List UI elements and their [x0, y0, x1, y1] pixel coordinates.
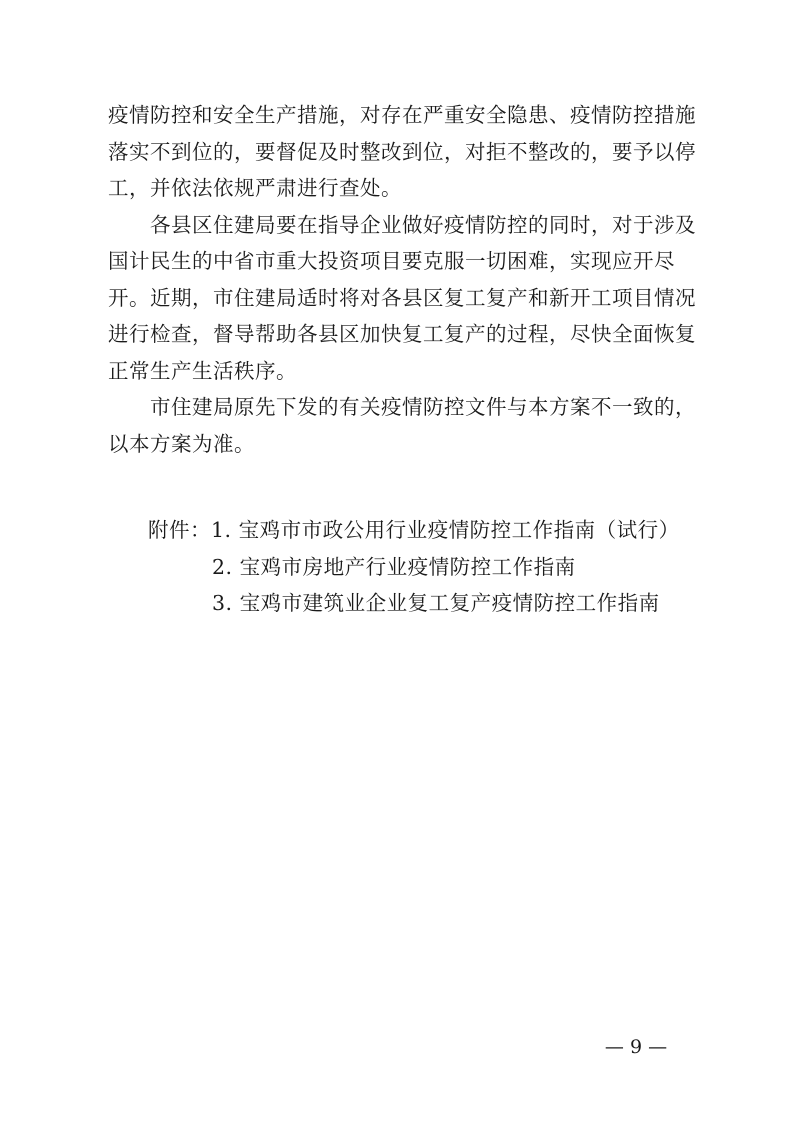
- attachment-item-1: [148, 512, 680, 549]
- text-line: 疫情防控和安全生产措施，对存在严重安全隐患、疫情防控措施: [108, 103, 696, 127]
- attachment-item-2: [148, 549, 680, 586]
- attachment-title: 3. 宝鸡市建筑业企业复工复产疫情防控工作指南: [212, 591, 660, 615]
- text-line: 正常生产生活秩序。: [108, 358, 297, 383]
- attachments-list: [148, 512, 680, 622]
- paragraph-3: [108, 389, 696, 462]
- text-line: 落实不到位的，要督促及时整改到位，对拒不整改的，要予以停: [108, 139, 696, 164]
- page-number: — 9 —: [604, 1036, 668, 1058]
- text-line: 进行检查，督导帮助各县区加快复工复产的过程，尽快全面恢复: [108, 322, 696, 346]
- paragraph-1: [108, 97, 696, 207]
- attachment-title: 1. 宝鸡市市政公用行业疫情防控工作指南（试行）: [211, 518, 680, 542]
- body-text: [108, 97, 696, 462]
- text-line: 市住建局原先下发的有关疫情防控文件与本方案不一致的，: [108, 395, 696, 419]
- text-line: 各县区住建局要在指导企业做好疫情防控的同时，对于涉及: [108, 212, 696, 237]
- text-line: 以本方案为准。: [108, 431, 255, 456]
- attachment-title: 2. 宝鸡市房地产行业疫情防控工作指南: [212, 554, 576, 579]
- attachment-item-3: [148, 585, 680, 622]
- text-line: 开。近期，市住建局适时将对各县区复工复产和新开工项目情况: [108, 285, 696, 310]
- text-line: 工，并依法依规严肃进行查处。: [108, 176, 402, 200]
- paragraph-2: [108, 207, 696, 390]
- text-line: 国计民生的中省市重大投资项目要克服一切困难，实现应开尽: [108, 249, 675, 273]
- attachments-label: 附件：: [148, 518, 211, 542]
